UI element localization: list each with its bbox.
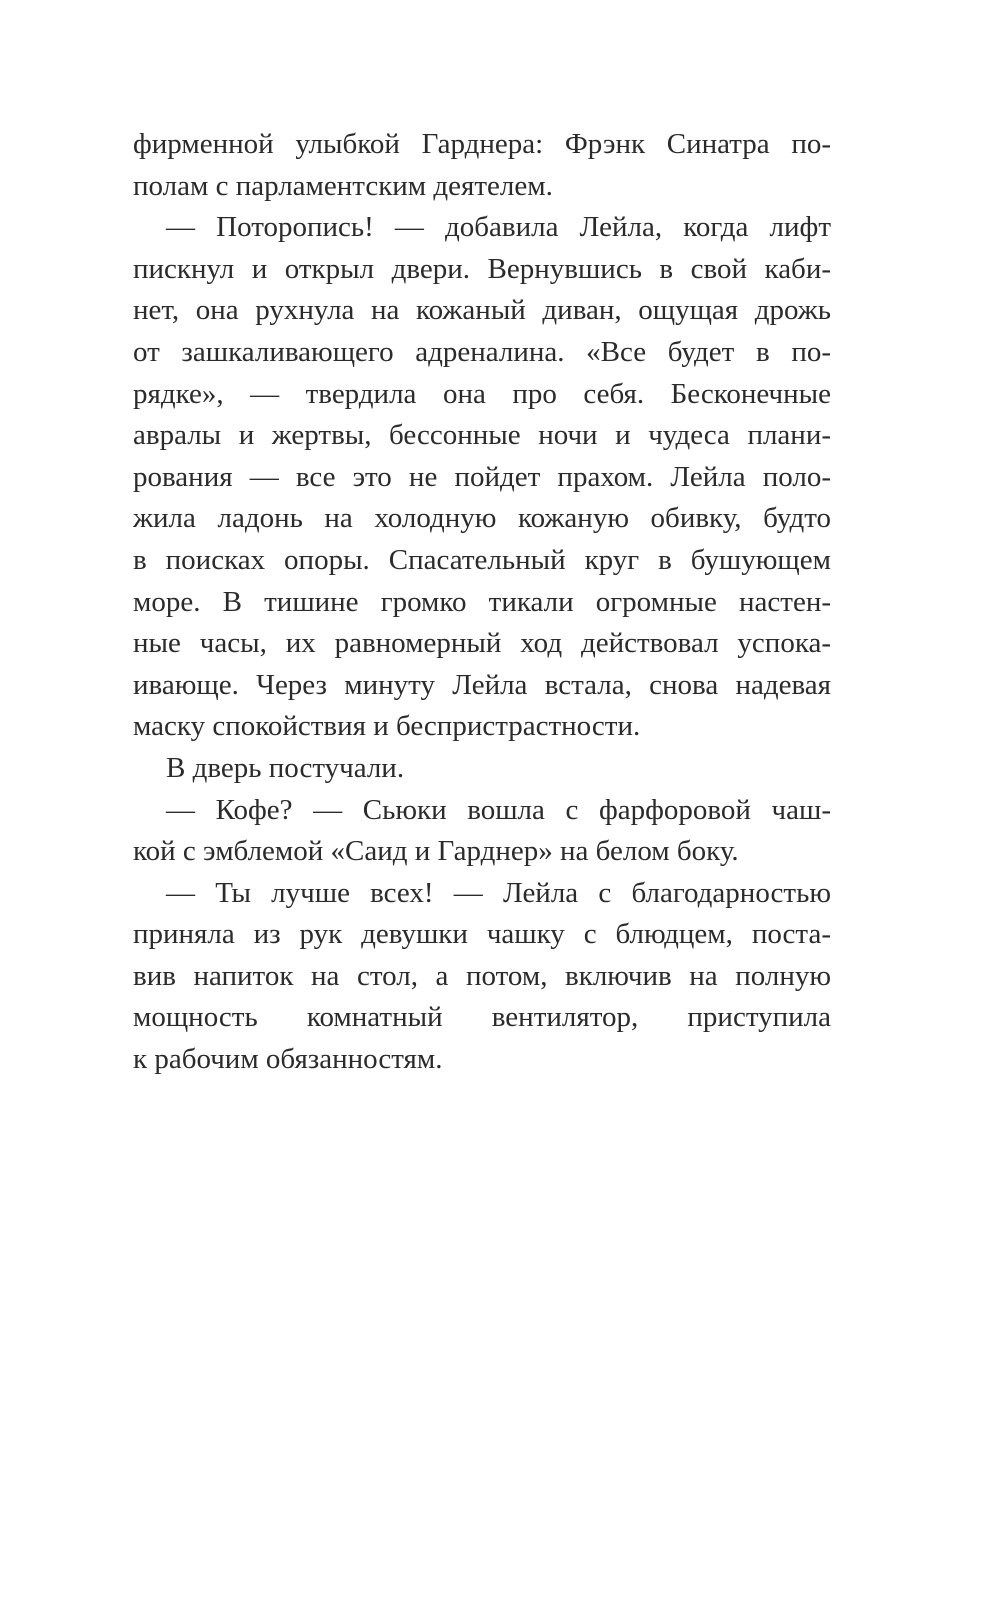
text-line: — Поторопись! — добавила Лейла, когда лифт (166, 211, 831, 244)
text-line: ные часы, их равномерный ход действовал успока- (133, 627, 831, 660)
text-line: вив напиток на стол, а потом, включив на полную (133, 959, 831, 992)
text-line: жила ладонь на холодную кожаную обивку, будто (133, 502, 831, 535)
text-line: — Ты лучше всех! — Лейла с благодарностью (166, 876, 831, 909)
text-line: море. В тишине громко тикали огромные настен- (133, 585, 831, 618)
text-line: В дверь постучали. (166, 751, 405, 784)
text-line: рования — все это не пойдет прахом. Лейла поло- (133, 460, 831, 493)
text-line: полам с парламентским деятелем. (133, 169, 553, 202)
text-line: нет, она рухнула на кожаный диван, ощущая дрожь (133, 294, 831, 327)
text-line: ивающе. Через минуту Лейла встала, снова надевая (133, 668, 831, 701)
text-line: рядке», — твердила она про себя. Бесконечные (133, 377, 831, 410)
text-line: мощность комнатный вентилятор, приступила (133, 1001, 831, 1034)
text-line: — Кофе? — Сьюки вошла с фарфоровой чаш- (166, 793, 831, 826)
text-line: кой с эмблемой «Саид и Гарднер» на белом боку. (133, 835, 739, 868)
text-line: маску спокойствия и беспристрастности. (133, 710, 641, 743)
text-line: в поисках опоры. Спасательный круг в бушующем (133, 543, 831, 576)
text-line: авралы и жертвы, бессонные ночи и чудеса плани- (133, 419, 831, 452)
text-line: фирменной улыбкой Гарднера: Фрэнк Синатра по- (133, 128, 831, 160)
text-line: пискнул и открыл двери. Вернувшись в свой каби- (133, 252, 831, 285)
text-line: к рабочим обязанностям. (133, 1043, 443, 1076)
text-line: приняла из рук девушки чашку с блюдцем, поста- (133, 918, 831, 951)
text-line: от зашкаливающего адреналина. «Все будет в по- (133, 335, 831, 368)
body-text (133, 124, 831, 1081)
